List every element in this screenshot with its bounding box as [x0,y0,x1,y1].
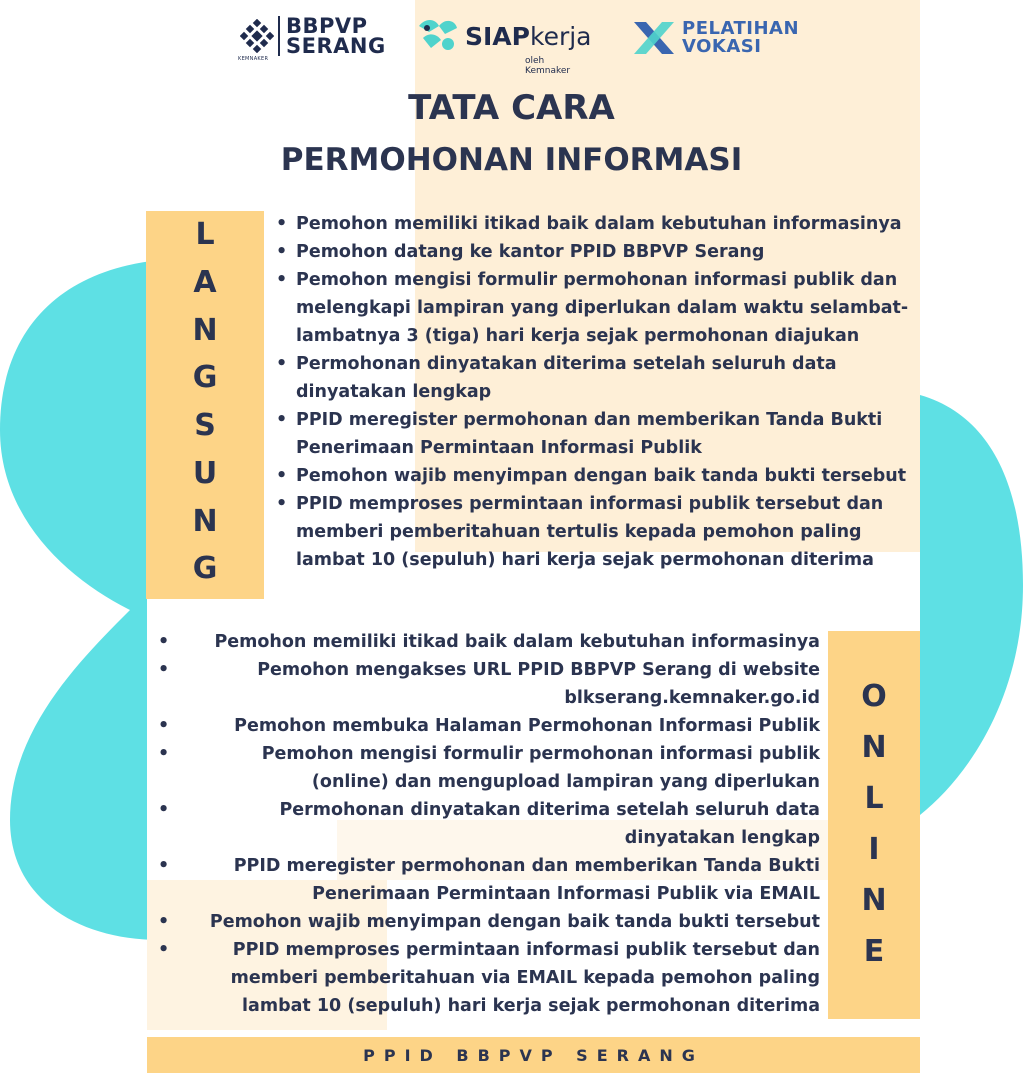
list-item: • Pemohon memiliki itikad baik dalam kebutuhan informasinya [150,628,820,656]
page-title-line1: TATA CARA [408,88,615,128]
langsung-steps-list [272,210,912,574]
list-item: • Permohonan dinyatakan diterima setelah seluruh data dinyatakan lengkap [272,350,912,406]
list-item: • Pemohon mengisi formulir permohonan informasi publik dan melengkapi lampiran yang diperlukan dalam waktu selambat-lambatnya 3 (tiga) hari kerja sejak permohonan diajukan [272,266,912,350]
footer-text: PPID BBPVP SERANG [363,1045,704,1065]
vokasi-wordmark [682,20,799,56]
siapkerja-logo [415,16,592,76]
list-item: • PPID memproses permintaan informasi publik tersebut dan memberi pemberitahuan tertulis kepada pemohon paling lambat 10 (sepuluh) hari kerja sejak permohonan diterima [272,490,912,574]
logo-row [240,12,820,74]
online-steps-list [150,628,820,1020]
langsung-vertical-label [146,211,264,599]
langsung-letter: G [192,360,218,396]
vokasi-line2: VOKASI [682,36,762,57]
list-item: • Pemohon memiliki itikad baik dalam kebutuhan informasinya [272,210,912,238]
list-item: • Pemohon datang ke kantor PPID BBPVP Serang [272,238,912,266]
list-item: • PPID meregister permohonan dan memberikan Tanda Bukti Penerimaan Permintaan Informasi Publik via EMAIL [150,852,820,908]
kerja-text: kerja [529,21,592,51]
siapkerja-byline: oleh Kemnaker [525,56,571,76]
list-item: • PPID memproses permintaan informasi publik tersebut dan memberi pemberitahuan via EMAIL kepada pemohon paling lambat 10 (sepuluh) hari kerja sejak permohonan diterima [150,936,820,1020]
siapkerja-mark-icon [415,16,459,56]
kemnaker-emblem-icon [240,19,274,53]
kemnaker-label: KEMNAKER [238,56,269,62]
vokasi-line1: PELATIHAN [682,18,800,39]
bbpvp-wordmark [278,16,386,56]
list-item: • Pemohon wajib menyimpan dengan baik tanda bukti tersebut [150,908,820,936]
cyan-blob-left [0,260,160,940]
siapkerja-wordmark [465,22,592,51]
list-item: • Permohonan dinyatakan diterima setelah seluruh data dinyatakan lengkap [150,796,820,852]
online-letter: E [863,934,885,969]
footer-banner [147,1037,920,1073]
list-item: • Pemohon wajib menyimpan dengan baik tanda bukti tersebut [272,462,912,490]
langsung-letter: L [195,217,215,252]
langsung-letter: N [192,312,218,348]
bbpvp-line1: BBPVP [286,14,368,38]
langsung-letter: S [194,408,216,443]
list-item: • Pemohon mengisi formulir permohonan informasi publik (online) dan mengupload lampiran yang diperlukan [150,740,820,796]
vokasi-x-mark-icon [632,18,676,58]
online-letter: O [861,679,887,714]
langsung-letter: A [193,264,217,300]
bbpvp-line2: SERANG [286,34,386,58]
langsung-letter: U [192,455,218,491]
list-item: • Pemohon mengakses URL PPID BBPVP Serang di website blkserang.kemnaker.go.id [150,656,820,712]
online-letter: N [861,730,887,765]
bbpvp-logo [238,14,386,62]
online-letter: I [868,832,880,867]
page-title-line2: PERMOHONAN INFORMASI [280,142,743,178]
langsung-letter: N [192,503,218,539]
langsung-letter: G [192,551,218,587]
online-letter: L [864,781,884,816]
online-vertical-label [828,631,920,1019]
online-letter: N [861,883,887,918]
pelatihan-vokasi-logo [632,18,799,58]
siap-text: SIAP [465,21,530,51]
list-item: • PPID meregister permohonan dan memberikan Tanda Bukti Penerimaan Permintaan Informasi Publik [272,406,912,462]
list-item: • Pemohon membuka Halaman Permohonan Informasi Publik [150,712,820,740]
